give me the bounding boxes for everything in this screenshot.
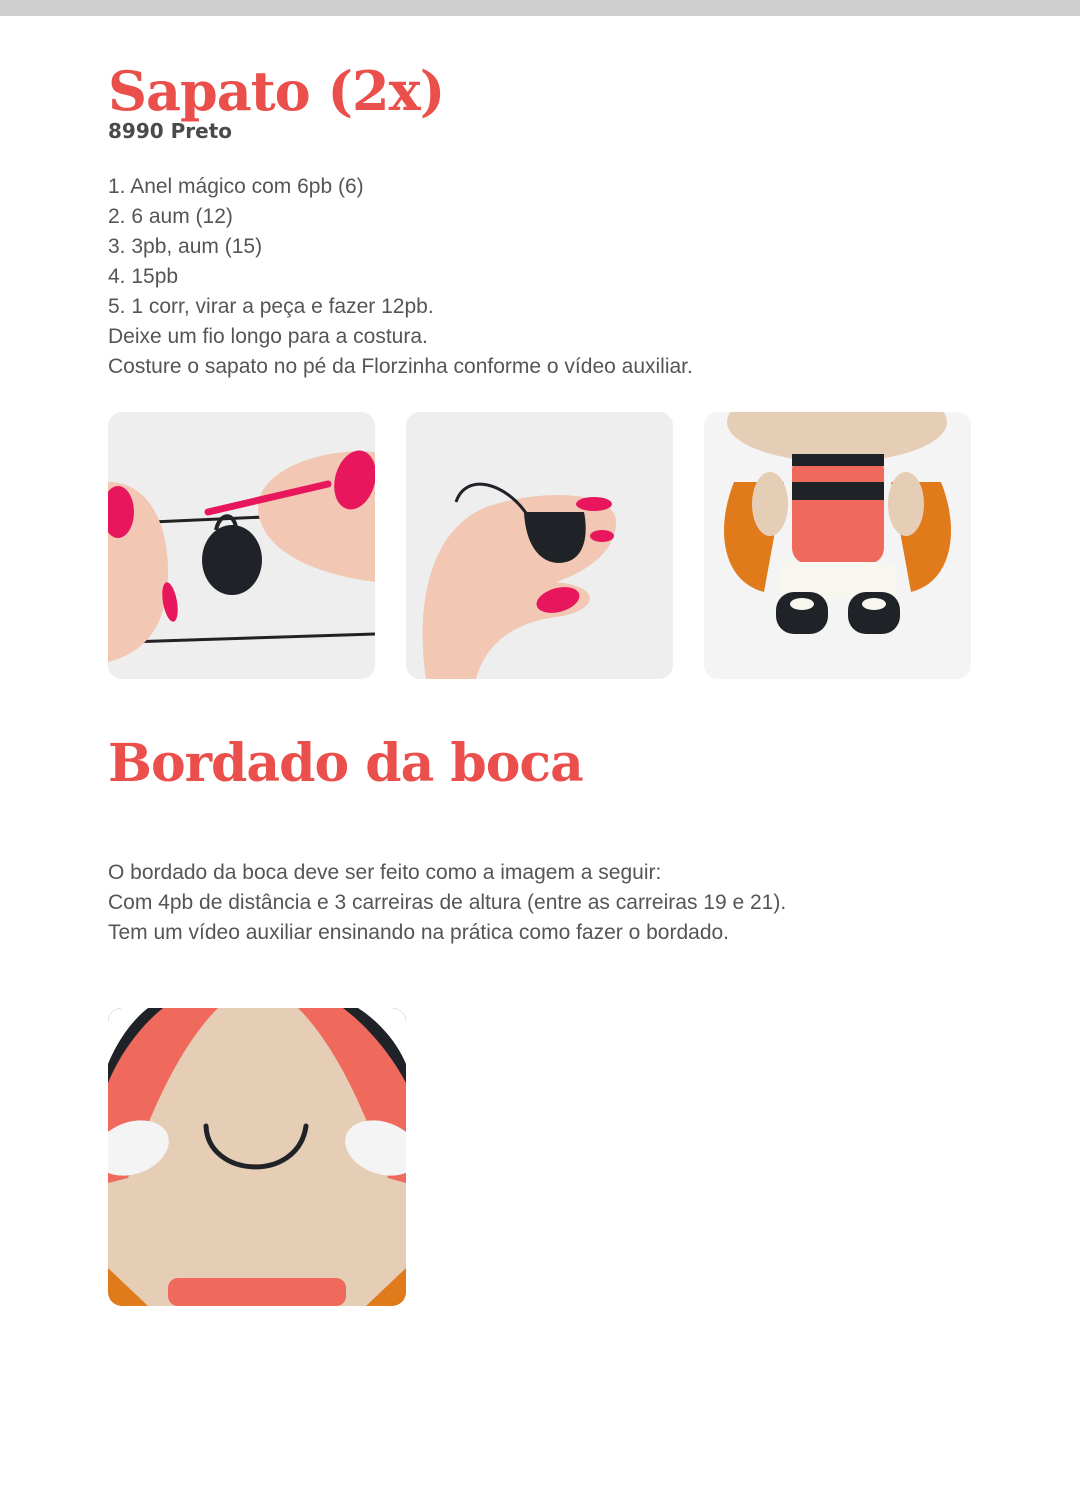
shoe-step-photo-1 [108, 412, 375, 679]
yarn-color-label: 8990 Preto [108, 119, 233, 143]
instruction-line: Costure o sapato no pé da Florzinha conforme o vídeo auxiliar. [108, 355, 693, 378]
doll-shoes-photo [704, 412, 971, 679]
mouth-embroidery-photo [108, 1008, 406, 1306]
instruction-line: 5. 1 corr, virar a peça e fazer 12pb. [108, 295, 434, 318]
instruction-line: 2. 6 aum (12) [108, 205, 233, 228]
section-title-bordado: Bordado da boca [108, 733, 583, 794]
instruction-line: Deixe um fio longo para a costura. [108, 325, 428, 348]
paragraph-line: Com 4pb de distância e 3 carreiras de altura (entre as carreiras 19 e 21). [108, 891, 787, 914]
shoe-crochet-hook-illustration [108, 412, 375, 679]
paragraph-line: Tem um vídeo auxiliar ensinando na prática como fazer o bordado. [108, 921, 730, 944]
embroidery-instructions [108, 858, 786, 948]
top-bar [0, 0, 1080, 16]
shoe-finished-illustration [406, 412, 673, 679]
paragraph-line: O bordado da boca deve ser feito como a imagem a seguir: [108, 861, 662, 884]
section-title-sapato: Sapato (2x) [108, 59, 445, 123]
shoe-step-photo-2 [406, 412, 673, 679]
instruction-line: 1. Anel mágico com 6pb (6) [108, 175, 364, 198]
doll-body-illustration [704, 412, 971, 679]
doll-face-illustration [108, 1008, 406, 1306]
instruction-line: 4. 15pb [108, 265, 179, 288]
instruction-line: 3. 3pb, aum (15) [108, 235, 263, 258]
instructions-list [108, 172, 693, 382]
